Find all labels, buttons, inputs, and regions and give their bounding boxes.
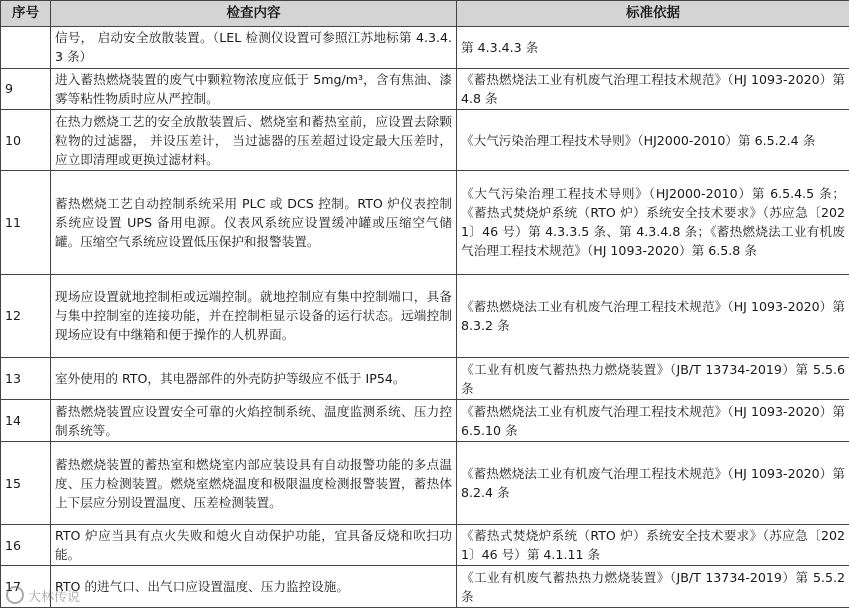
header-check-content: 检查内容 <box>51 1 457 27</box>
row-basis: 《蓄热式焚烧炉系统（RTO 炉）系统安全技术要求》（苏应急〔2021〕46 号）第 4.1.11 条 <box>457 525 849 566</box>
row-number: 9 <box>1 68 51 109</box>
table-row <box>1 442 849 525</box>
row-basis: 《大气污染治理工程技术导则》（HJ2000-2010）第 6.5.4.5 条；《蓄热式焚烧炉系统（RTO 炉）系统安全技术要求》（苏应急〔2021〕46 号）第 4.3.3.5 条、第 4.3.4.8 条；《蓄热燃烧法工业有机废气治理工程技术规范》（HJ 1093-2020）第 6.5.8 条 <box>457 171 849 274</box>
row-content: 现场应设置就地控制柜或远端控制。就地控制应有集中控制端口，具备与集中控制室的连接功能，并在控制柜显示设备的运行状态。远端控制现场应设有中继箱和便于操作的人机界面。 <box>51 274 457 358</box>
row-number: 11 <box>1 171 51 274</box>
watermark-text: 大林传说 <box>28 589 81 605</box>
row-content: 在热力燃烧工艺的安全放散装置后、燃烧室和蓄热室前，应设置去除颗粒物的过滤器， 并设压差计， 当过滤器的压差超过设定最大压差时， 应立即清理或更换过滤材料。 <box>51 109 457 170</box>
table-row <box>1 274 849 358</box>
row-content: 信号， 启动安全放散装置。（LEL 检测仪设置可参照江苏地标第 4.3.4.3 条） <box>51 27 457 69</box>
table-row <box>1 525 849 566</box>
table-row <box>1 400 849 442</box>
table-row <box>1 358 849 400</box>
row-basis: 《工业有机废气蓄热热力燃烧装置》（JB/T 13734-2019）第 5.5.2 条 <box>457 566 849 608</box>
row-number <box>1 27 51 69</box>
row-content: 蓄热燃烧装置应设置安全可靠的火焰控制系统、温度监测系统、压力控制系统等。 <box>51 400 457 442</box>
watermark-logo-icon <box>6 586 24 604</box>
table-row <box>1 109 849 170</box>
row-content: 蓄热燃烧装置的蓄热室和燃烧室内部应装设具有自动报警功能的多点温度、压力检测装置。燃烧室燃烧温度和极限温度检测报警装置，蓄热体上下层应分别设置温度、压差检测装置。 <box>51 442 457 525</box>
row-basis: 《工业有机废气蓄热热力燃烧装置》（JB/T 13734-2019）第 5.5.6 条 <box>457 358 849 400</box>
table-row <box>1 566 849 608</box>
row-basis: 《蓄热燃烧法工业有机废气治理工程技术规范》（HJ 1093-2020）第 8.2.4 条 <box>457 442 849 525</box>
header-standard-basis: 标准依据 <box>457 1 849 27</box>
row-basis: 第 4.3.4.3 条 <box>457 27 849 69</box>
row-basis: 《蓄热燃烧法工业有机废气治理工程技术规范》（HJ 1093-2020）第 8.3.2 条 <box>457 274 849 358</box>
table-row <box>1 27 849 69</box>
row-basis: 《蓄热燃烧法工业有机废气治理工程技术规范》（HJ 1093-2020）第 4.8 条 <box>457 68 849 109</box>
row-basis: 《蓄热燃烧法工业有机废气治理工程技术规范》（HJ 1093-2020）第 6.5.10 条 <box>457 400 849 442</box>
watermark <box>6 584 80 606</box>
row-number: 12 <box>1 274 51 358</box>
row-number: 16 <box>1 525 51 566</box>
row-number: 13 <box>1 358 51 400</box>
row-content: 进入蓄热燃烧装置的废气中颗粒物浓度应低于 5mg/m³，含有焦油、漆雾等粘性物质时应从严控制。 <box>51 68 457 109</box>
row-content: 室外使用的 RTO，其电器部件的外壳防护等级应不低于 IP54。 <box>51 358 457 400</box>
row-number: 15 <box>1 442 51 525</box>
row-number: 10 <box>1 109 51 170</box>
row-content: RTO 的进气口、出气口应设置温度、压力监控设施。 <box>51 566 457 608</box>
row-basis: 《大气污染治理工程技术导则》（HJ2000-2010）第 6.5.2.4 条 <box>457 109 849 170</box>
row-content: 蓄热燃烧工艺自动控制系统采用 PLC 或 DCS 控制。RTO 炉仪表控制系统应设置 UPS 备用电源。仪表风系统应设置缓冲罐或压缩空气储罐。压缩空气系统应设置低压保护和报警装置。 <box>51 171 457 274</box>
table-row <box>1 68 849 109</box>
table-row <box>1 171 849 274</box>
row-number: 17 <box>1 566 51 608</box>
table-header-row <box>1 1 849 27</box>
header-serial-number: 序号 <box>1 1 51 27</box>
row-number: 14 <box>1 400 51 442</box>
row-content: RTO 炉应当具有点火失败和熄火自动保护功能，宜具备反烧和吹扫功能。 <box>51 525 457 566</box>
